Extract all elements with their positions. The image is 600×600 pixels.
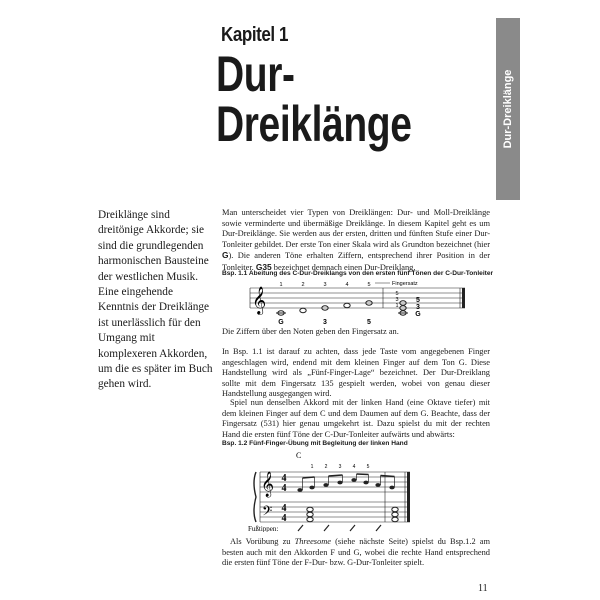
sidebar-intro-text: Dreiklänge sind dreitönige Akkorde; sie sind die grundlegenden harmonischen Bausteine der westlichen Musik. Eine eingehende Kenntnis der Dreiklänge ist unerlässlich für den Umgang mit komplexeren Akkorden, um die es später im Buch gehen wird. [98, 209, 213, 391]
footstep-label: Fußtippen: [248, 525, 279, 532]
side-tab-label: Dur-Dreiklänge [502, 69, 514, 149]
svg-text:4: 4 [281, 513, 287, 524]
chord-symbol: C [296, 451, 302, 460]
fingering-number: 4 [352, 464, 356, 470]
fingering-number: 3 [323, 282, 327, 288]
footstep-slash [324, 525, 329, 531]
chord-degree-label: 5 [367, 319, 371, 326]
body-paragraph-2: In Bsp. 1.1 ist darauf zu achten, dass jede Taste vom angegebenen Finger angeschlagen wird, endend mit dem kleinen Finger auf dem Ton G. Diese Handstellung wird als „Fünf-Finger-Lage“ bezeichnet. Der Dur-Dreiklang sollte mit dem Fingersatz 135 gespielt werden, wobei von genau dieser Handstellung ausgegangen wird. [222, 347, 490, 399]
footstep-slash [350, 525, 355, 531]
chord-degree-label: G [278, 319, 284, 326]
bass-clef-icon: 𝄢 [262, 503, 273, 522]
text-run: bezeichnet demnach einen Dur-Dreiklang. [271, 262, 416, 272]
chord-fingering-number: 3 [395, 297, 399, 303]
svg-text:4: 4 [281, 483, 287, 494]
fingering-number: 1 [310, 464, 314, 470]
text-run: ). Die anderen Töne erhalten Ziffern, entsprechend ihrer Position in der Tonleiter. [222, 251, 490, 272]
text-run: (siehe nächste Seite) spielst du Bsp.1.2 am besten auch mit den Akkorden F und G, wobei die rechte Hand entsprechend die ersten fünf Töne der F-Dur- bzw. G-Dur-Tonleiter spielt. [222, 537, 490, 568]
fingering-number: 5 [366, 464, 370, 470]
svg-text:4: 4 [281, 473, 287, 484]
text-run: Als Vorübung zu [230, 537, 295, 546]
bold-term: G35 [255, 261, 272, 272]
chord-fingering-number: 1 [395, 303, 399, 309]
page-number: 11 [478, 583, 488, 594]
fingering-number: 1 [279, 282, 283, 288]
side-tab [496, 18, 520, 200]
body-paragraph-4 [222, 537, 490, 569]
chord-degree-label: 3 [323, 319, 327, 326]
bold-term: G [222, 250, 229, 261]
svg-text:4: 4 [281, 503, 287, 514]
example-1-score [240, 278, 480, 326]
example-2-score [240, 448, 480, 532]
chord-stack-label: 5 [416, 297, 420, 304]
fingersatz-label: Fingersatz [392, 281, 418, 287]
fingering-number: 4 [345, 282, 349, 288]
chapter-title-line-2: Dreiklänge [216, 96, 412, 152]
chord-stack-label: G [415, 311, 421, 318]
fingering-note: Die Ziffern über den Noten geben den Fingersatz an. [222, 327, 399, 336]
chapter-title-line-1: Dur- [216, 46, 295, 102]
fingering-number: 5 [367, 282, 371, 288]
example-2-caption: Bsp. 1.2 Fünf-Finger-Übung mit Begleitung der linken Hand [222, 440, 408, 447]
text-run: Man unterscheidet vier Typen von Dreiklängen: Dur- und Moll-Dreiklänge sowie verminderte und übermäßige Dreiklänge. In diesem Kapitel geht es um Dur-Dreiklänge. Sie werden aus der ersten, dritten und fünften Stufe einer Dur-Tonleiter gebildet. Der erste Ton einer Skala wird als Grundton bezeichnet (hier [222, 208, 490, 249]
fingering-number: 3 [338, 464, 342, 470]
chord-fingering-number: 5 [395, 291, 399, 297]
fingering-number: 2 [324, 464, 328, 470]
italic-title: Threesome [294, 537, 332, 546]
example-1-caption: Bsp. 1.1 Abeitung des C-Dur-Dreiklangs von den ersten fünf Tönen der C-Dur-Tonleiter [222, 270, 494, 277]
chord-stack-label: 3 [416, 304, 420, 311]
treble-clef-icon: 𝄞 [261, 472, 275, 497]
chapter-label: Kapitel 1 [221, 24, 289, 46]
fingering-number: 2 [301, 282, 305, 288]
body-paragraph-1 [222, 208, 490, 274]
footstep-slash [376, 525, 381, 531]
body-paragraph-3: Spiel nun denselben Akkord mit der linken Hand (eine Oktave tiefer) mit dem kleinen Finger auf dem C und dem Daumen auf dem G. Beachte, dass der Fingersatz (531) hier genau umgekehrt ist. Dazu spielst du mit der rechten Hand die ersten fünf Töne der C-Dur-Tonleiter aufwärts und abwärts: [222, 398, 490, 439]
brace-icon [254, 472, 256, 522]
footstep-slash [298, 525, 303, 531]
treble-clef-icon: 𝄞 [252, 286, 267, 314]
